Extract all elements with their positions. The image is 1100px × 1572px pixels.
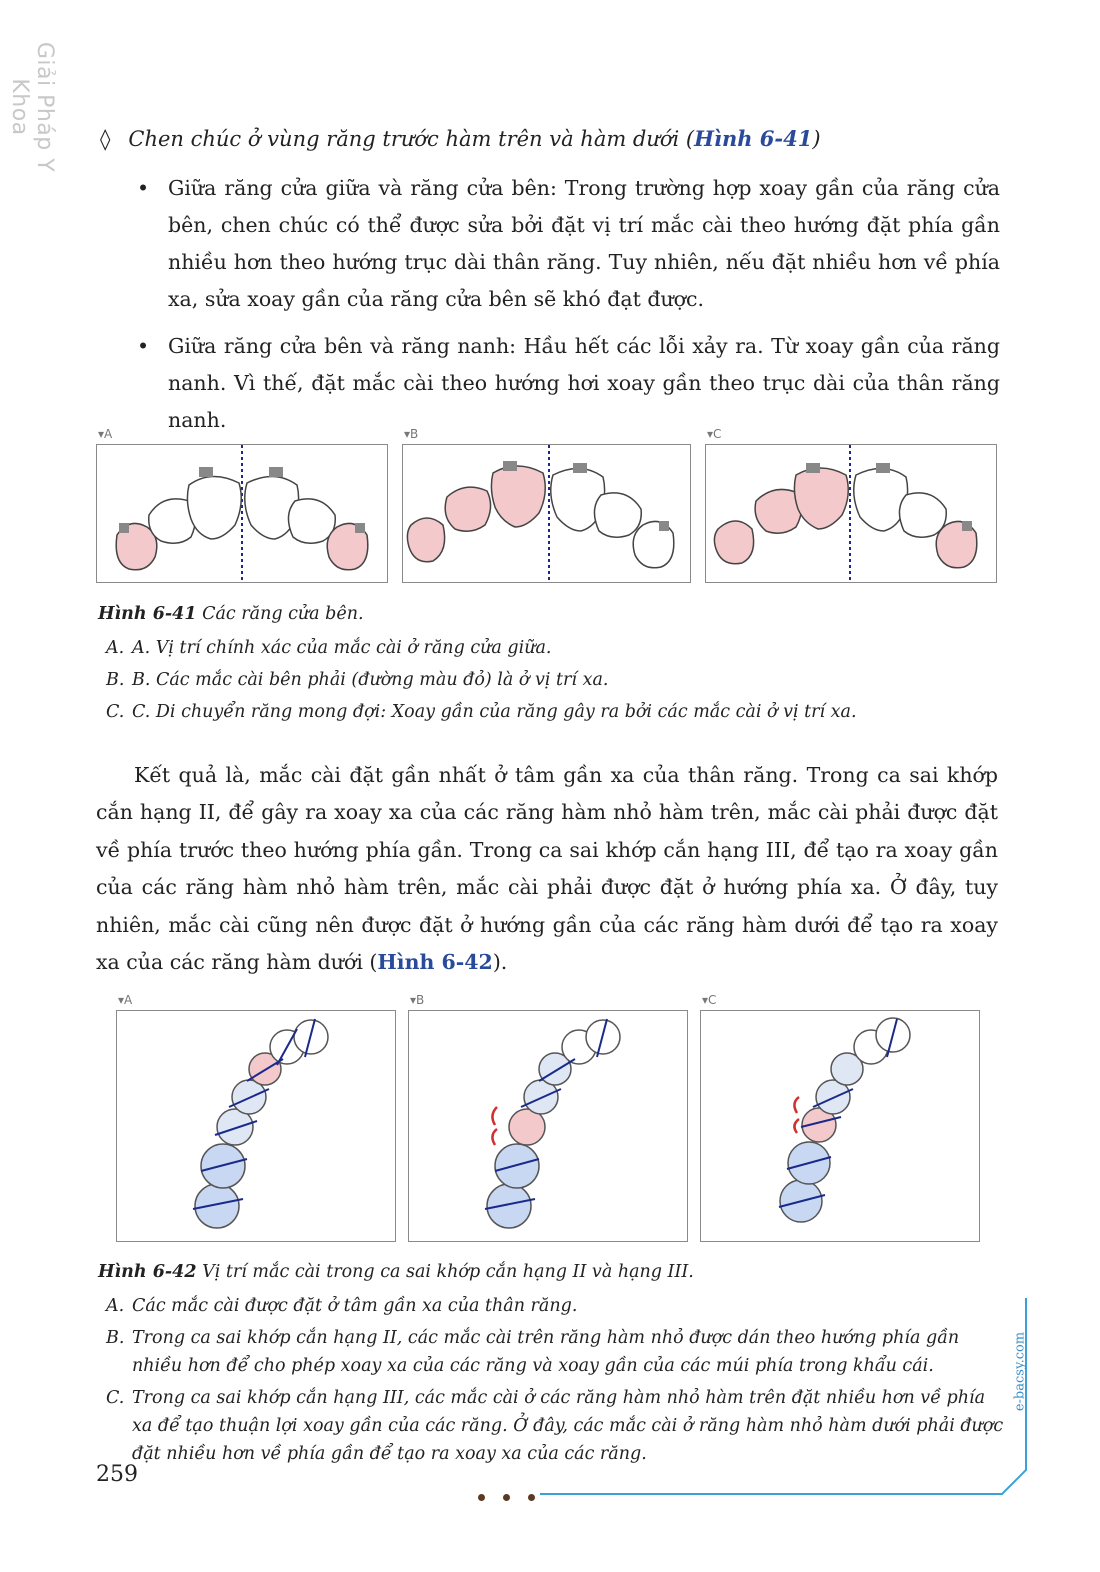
watermark-text: e-bacsy.com (1012, 1331, 1028, 1412)
list-item (134, 170, 1000, 318)
caption-list (98, 634, 1008, 726)
tooth-row-illustration (700, 1010, 980, 1242)
row-drawing (701, 1011, 979, 1241)
row-drawing (117, 1011, 395, 1241)
list-item (98, 1292, 1008, 1320)
panel-label: ▾B (410, 993, 425, 1007)
list-item (98, 698, 1008, 726)
bullet-marker: • (137, 334, 150, 358)
list-item-text: Trong ca sai khớp cắn hạng II, các mắc cài trên răng hàm nhỏ được dán theo hướng phía gần nhiều hơn để cho phép xoay xa của các răng và xoay gần của các múi phía trong khẩu cái. (132, 1328, 960, 1376)
list-item (134, 328, 1000, 439)
figure-6-42-caption (98, 1256, 1008, 1468)
section-intro (100, 122, 1020, 156)
tooth-arch-illustration (96, 444, 388, 583)
row-drawing (409, 1011, 687, 1241)
list-item-text: Trong ca sai khớp cắn hạng III, các mắc cài ở các răng hàm nhỏ hàm trên đặt nhiều hơn về phía xa để tạo thuận lợi xoay gần của các răng. Ở đây, các mắc cài ở răng hàm nhỏ hàm dưới phải được đặt nhiều hơn về phía gần để tạo ra xoay xa của các răng. (132, 1388, 1004, 1464)
list-letter: A. (106, 1296, 125, 1316)
figure-6-41-caption (98, 598, 1008, 726)
figure-6-41 (96, 427, 1002, 590)
footer-dots (478, 1486, 553, 1505)
list-item-text: C. Di chuyển răng mong đợi: Xoay gần của răng gây ra bởi các mắc cài ở vị trí xa. (132, 702, 857, 722)
list-item (98, 1384, 1008, 1468)
arch-drawing (706, 445, 996, 582)
panel-label: ▾C (707, 427, 722, 441)
tooth-arch-illustration (705, 444, 997, 583)
site-watermark (1000, 1302, 1040, 1442)
intro-text-end: ) (812, 127, 821, 151)
caption-title: Các răng cửa bên. (196, 604, 364, 624)
diamond-marker: ◊ (100, 127, 111, 151)
list-letter: B. (106, 670, 125, 690)
tooth-arch-illustration (402, 444, 691, 583)
figure-ref-link[interactable]: Hình 6-42 (377, 950, 493, 975)
panel-label: ▾A (118, 993, 133, 1007)
panel-label: ▾C (702, 993, 717, 1007)
panel-label: ▾A (98, 427, 113, 441)
caption-list (98, 1292, 1008, 1468)
figure-6-42 (116, 993, 982, 1248)
arch-drawing (403, 445, 690, 582)
list-item-text: Giữa răng cửa bên và răng nanh: Hầu hết các lỗi xảy ra. Từ xoay gần của răng nanh. Vì thế, đặt mắc cài theo hướng hơi xoay gần theo trục dài của thân răng nanh. (168, 334, 1000, 432)
arch-drawing (97, 445, 387, 582)
caption-title: Vị trí mắc cài trong ca sai khớp cắn hạng II và hạng III. (196, 1262, 694, 1282)
list-item-text: B. Các mắc cài bên phải (đường màu đỏ) là ở vị trí xa. (132, 670, 609, 690)
bullet-list (134, 170, 1000, 449)
list-item (98, 1324, 1008, 1380)
page-number: 259 (96, 1462, 138, 1487)
caption-figure-number: Hình 6-41 (98, 604, 197, 624)
panel-label: ▾B (404, 427, 419, 441)
side-brand-label: Giải Pháp Y Khoa (7, 41, 57, 173)
bullet-marker: • (137, 176, 150, 200)
tooth-row-illustration (408, 1010, 688, 1242)
list-item-text: A. Vị trí chính xác của mắc cài ở răng cửa giữa. (132, 638, 552, 658)
paragraph-text-end: ). (492, 950, 508, 975)
body-paragraph (96, 757, 998, 981)
list-letter: C. (106, 702, 125, 722)
list-item-text: Các mắc cài được đặt ở tâm gần xa của thân răng. (132, 1296, 578, 1316)
list-item (98, 634, 1008, 662)
tooth-row-illustration (116, 1010, 396, 1242)
intro-text: Chen chúc ở vùng răng trước hàm trên và hàm dưới ( (128, 127, 695, 151)
paragraph-text: Kết quả là, mắc cài đặt gần nhất ở tâm gần xa của thân răng. Trong ca sai khớp cắn hạng II, để gây ra xoay xa của các răng hàm nhỏ hàm trên, mắc cài phải được đặt về phía trước theo hướng phía gần. Trong ca sai khớp cắn hạng III, để tạo ra xoay gần của các răng hàm nhỏ hàm trên, mắc cài phải được đặt ở hướng phía xa. Ở đây, tuy nhiên, mắc cài cũng nên được đặt ở hướng gần của các răng hàm dưới để tạo ra xoay xa của các răng hàm dưới ( (96, 763, 998, 975)
list-item-text: Giữa răng cửa giữa và răng cửa bên: Trong trường hợp xoay gần của răng cửa bên, chen chúc có thể được sửa bởi đặt vị trí mắc cài theo hướng đặt phía gần nhiều hơn theo hướng trục dài thân răng. Tuy nhiên, nếu đặt nhiều hơn về phía xa, sửa xoay gần của răng cửa bên sẽ khó đạt được. (168, 176, 1000, 311)
list-letter: B. (106, 1328, 125, 1348)
list-letter: C. (106, 1388, 125, 1408)
figure-ref-link[interactable]: Hình 6-41 (694, 126, 813, 151)
caption-figure-number: Hình 6-42 (98, 1262, 197, 1282)
list-item (98, 666, 1008, 694)
list-letter: A. (106, 638, 125, 658)
